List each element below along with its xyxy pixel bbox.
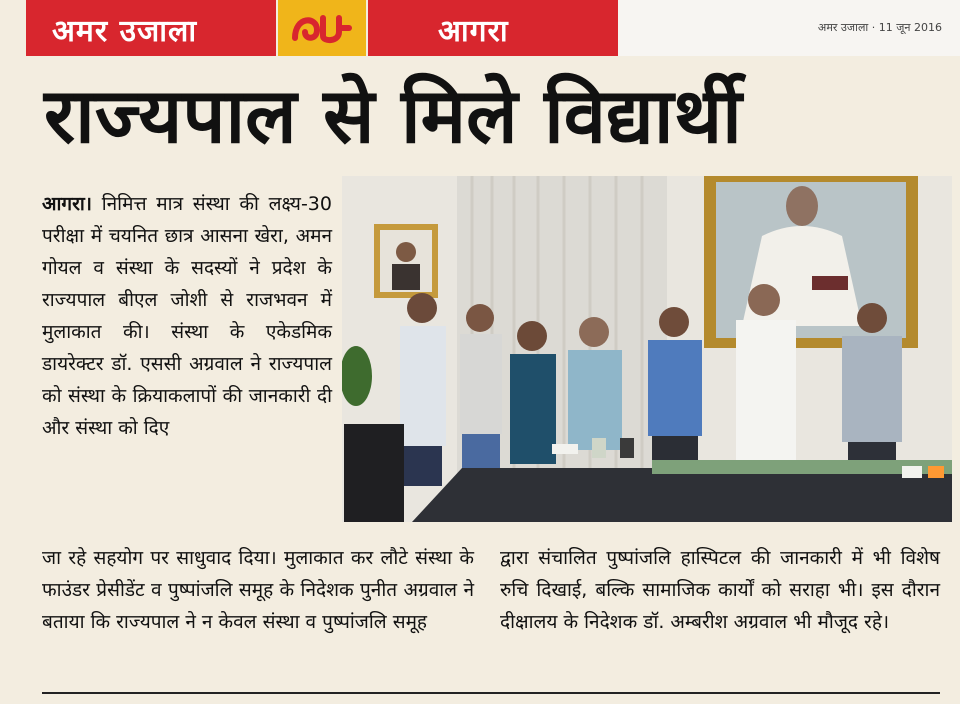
headline: राज्यपाल से मिले विद्यार्थी: [44, 71, 742, 160]
news-photo: [342, 176, 952, 522]
article-dateline: आगरा।: [42, 193, 93, 215]
city-name: आगरा: [438, 14, 509, 49]
issue-date: अमर उजाला · 11 जून 2016: [817, 21, 942, 34]
masthead: [26, 0, 618, 56]
bottom-rule: [42, 692, 940, 694]
paper-name: अमर उजाला: [52, 14, 198, 49]
paper-logo-icon: [278, 0, 366, 56]
masthead-city-block: [368, 0, 618, 56]
article-left-column: [42, 188, 332, 444]
article-bottom-left: जा रहे सहयोग पर साधुवाद दिया। मुलाकात कर लौटे संस्था के फाउंडर प्रेसीडेंट व पुष्पांजलि समूह के निदेशक पुनीत अग्रवाल ने बताया कि राज्यपाल ने न केवल संस्था व पुष्पांजलि समूह: [42, 547, 474, 633]
article-bottom-right: द्वारा संचालित पुष्पांजलि हास्पिटल की जानकारी में भी विशेष रुचि दिखाई, बल्कि सामाजिक कार्यों को सराहा भी। इस दौरान दीक्षालय के निदेशक डॉ. अम्बरीश अग्रवाल भी मौजूद रहे।: [500, 547, 940, 633]
article-left-text: निमित्त मात्र संस्था की लक्ष्य-30 परीक्षा में चयनित छात्र आसना खेरा, अमन गोयल व संस्था के सदस्यों ने प्रदेश के राज्यपाल बीएल जोशी से राजभवन में मुलाकात की। संस्था के एकेडमिक डायरेक्टर डॉ. एससी अग्रवाल ने राज्यपाल को संस्था के क्रियाकलापों की जानकारी दी और संस्था को दिए: [42, 193, 332, 439]
masthead-name-block: [26, 0, 276, 56]
